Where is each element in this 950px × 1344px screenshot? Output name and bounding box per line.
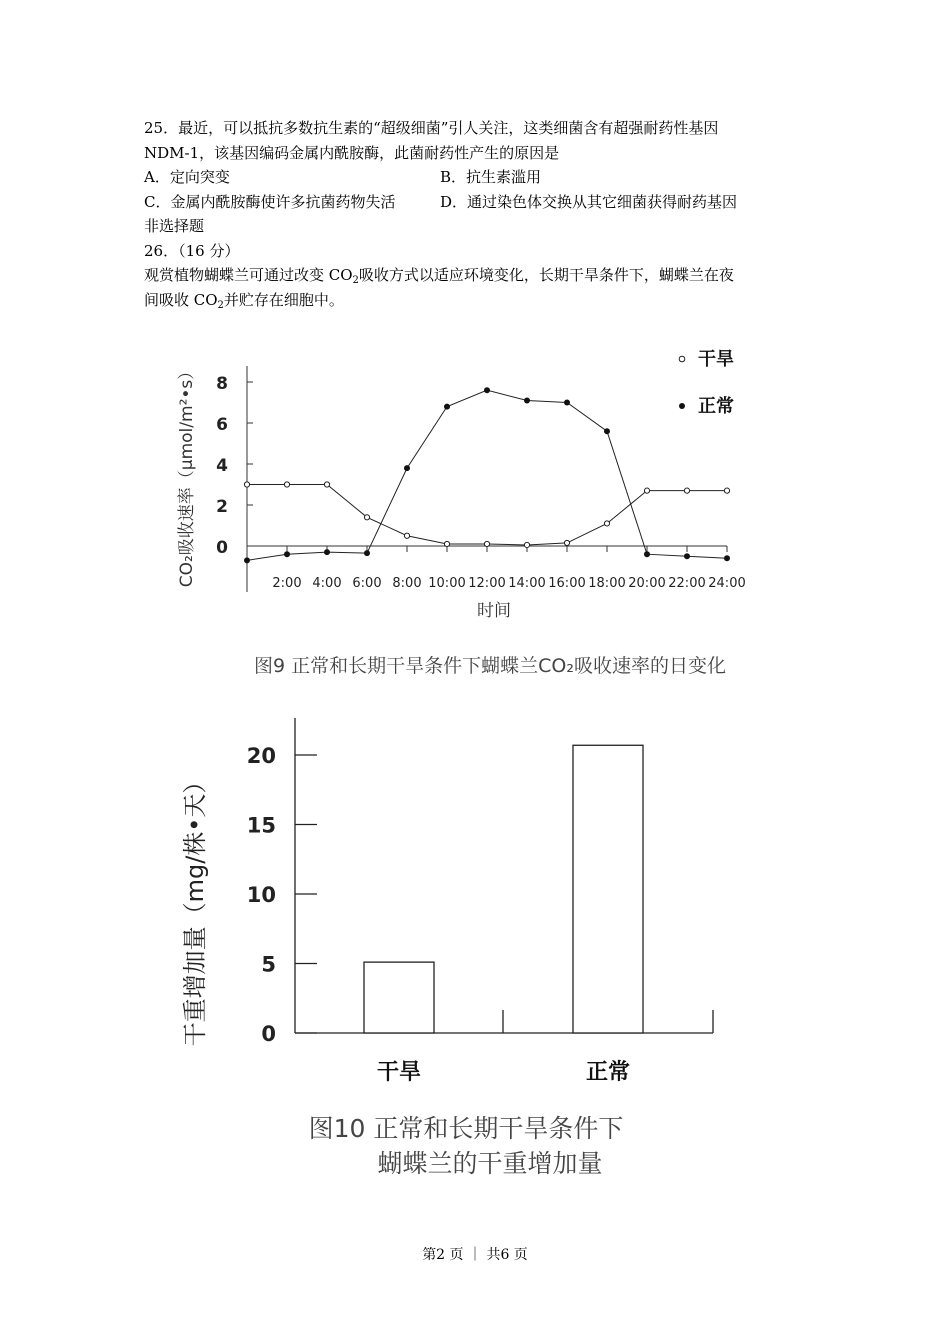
q25-line1: 25．最近，可以抵抗多数抗生素的“超级细菌”引人关注，这类细菌含有超强耐药性基因 [144, 119, 719, 137]
fig10-y-tick-label: 20 [246, 744, 276, 768]
fig9-y-tick-label: 4 [216, 456, 228, 476]
q25-option-b: B．抗生素滥用 [440, 168, 542, 186]
fig9-x-tick-label: 24:00 [708, 576, 746, 591]
q25-option-d: D．通过染色体交换从其它细菌获得耐药基因 [440, 192, 738, 211]
q25-option-c: C．金属内酰胺酶使许多抗菌药物失活 [144, 192, 396, 211]
fig10-title-line2: 蝴蝶兰的干重增加量 [377, 1149, 603, 1178]
fig9-x-tick-label: 16:00 [548, 576, 586, 591]
q25-option-a: A．定向突变 [144, 168, 230, 186]
fig9-title: 图9 正常和长期干旱条件下蝴蝶兰CO₂吸收速率的日变化 [254, 655, 726, 677]
fig10-bar-normal [573, 745, 643, 1033]
fig9-x-tick-label: 10:00 [428, 576, 466, 591]
q26-text2-sub: 2 [217, 299, 224, 311]
fig10-y-tick-label: 10 [246, 883, 276, 907]
fig10-y-tick-label: 5 [261, 952, 276, 977]
q26-text1-a: 观赏植物蝴蝶兰可通过改变 CO [144, 266, 353, 284]
fig9-x-tick-label: 8:00 [392, 576, 422, 591]
fig10-y-tick-label: 0 [261, 1022, 276, 1046]
fig9-x-tick-label: 12:00 [468, 576, 506, 591]
fig9-x-tick-label: 14:00 [508, 576, 546, 591]
q26-text2-a: 间吸收 CO [144, 290, 218, 309]
fig10-bars [364, 745, 643, 1033]
q26-number: 26．（16 分） [144, 241, 240, 260]
q26-text1-b: 吸收方式以适应环境变化，长期干旱条件下，蝴蝶兰在夜 [358, 266, 734, 284]
fig9-x-tick-label: 22:00 [668, 576, 706, 591]
fig9-legend-drought-label: 干旱 [698, 349, 734, 370]
page-footer: 第2 页 ｜ 共6 页 [422, 1247, 528, 1263]
fig9-xlabel: 时间 [477, 601, 511, 621]
fig9-x-tick-label: 6:00 [352, 576, 382, 591]
fig10-category-label: 干旱 [376, 1060, 422, 1085]
fig9-y-tick-label: 6 [216, 415, 228, 435]
fig10-bar-drought [364, 962, 434, 1033]
fig10-category-label: 正常 [585, 1060, 631, 1085]
section-label: 非选择题 [144, 217, 205, 235]
q26-text1-sub: 2 [352, 275, 359, 286]
fig9-y-tick-label: 8 [216, 374, 228, 394]
fig10-y-tick-label: 15 [246, 813, 276, 838]
fig9-y-tick-label: 0 [216, 538, 228, 558]
fig9-ylabel: CO₂吸收速率（μmol/m²•s） [177, 362, 197, 588]
fig9-x-tick-label: 4:00 [312, 576, 342, 591]
fig10-title-line1: 图10 正常和长期干旱条件下 [308, 1114, 624, 1143]
fig9-y-tick-label: 2 [216, 497, 228, 517]
fig9-x-tick-label: 2:00 [272, 576, 302, 591]
fig9-legend-normal-label: 正常 [698, 396, 734, 417]
fig9-x-tick-label: 18:00 [588, 576, 626, 591]
fig9-x-tick-label: 20:00 [628, 576, 666, 591]
fig10-ylabel: 干重增加量（mg/株•天） [181, 769, 209, 1047]
q26-text2-b: 并贮存在细胞中。 [223, 290, 344, 309]
q25-line2: NDM-1，该基因编码金属内酰胺酶，此菌耐药性产生的原因是 [144, 143, 560, 162]
